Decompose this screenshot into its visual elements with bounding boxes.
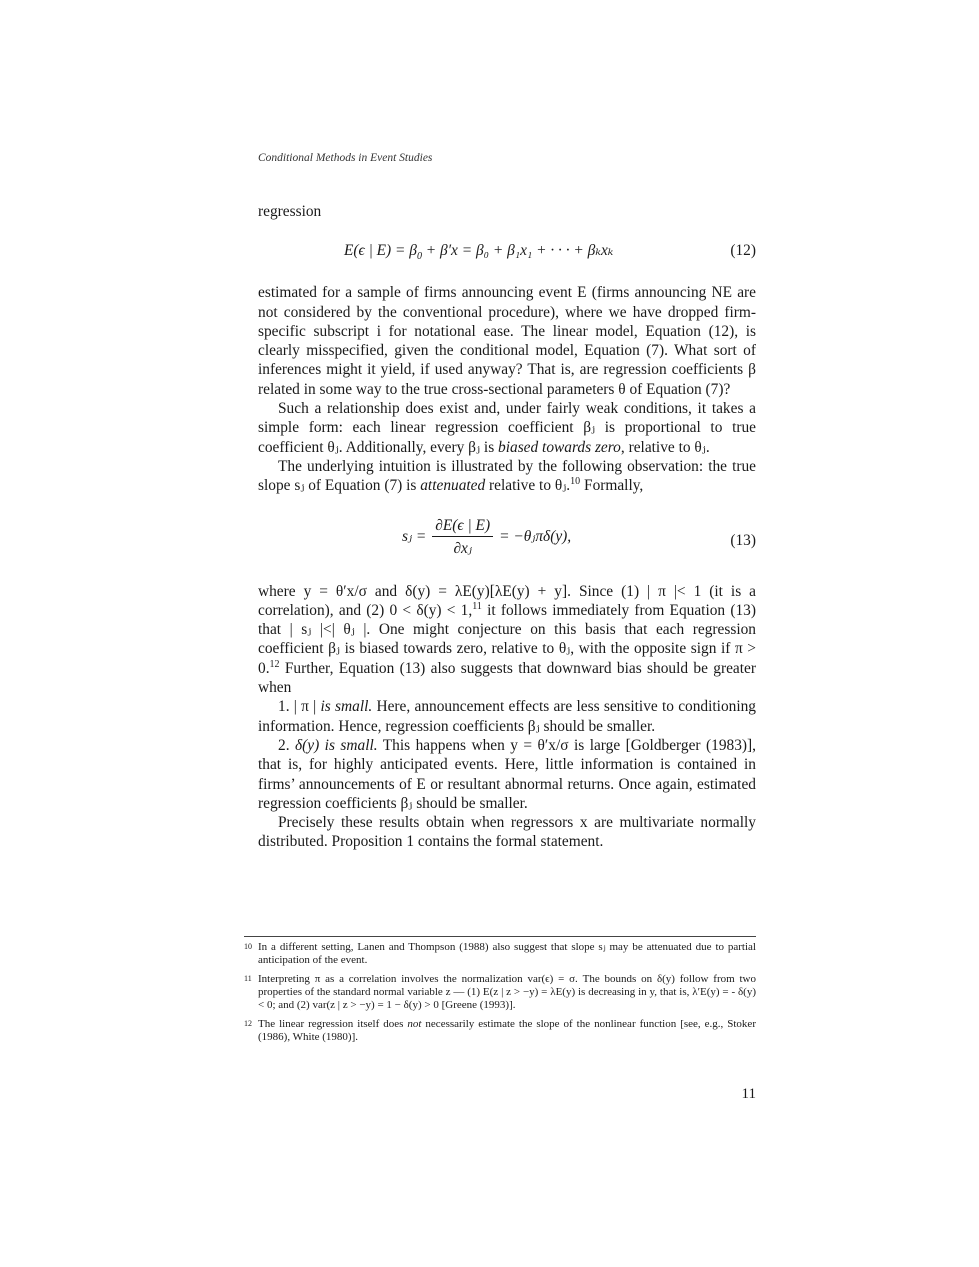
footnote-11: 11 Interpreting π as a correlation involves the normalization var(ϵ) = σ. The bounds on δ(y) follow from two properties of the standard normal variable z — (1) E(z | z > −y) = λE(y) is decreasing in y, that is, λ′E(y) = - δ(y) < 0; and (2) var(z | z > −y) = 1 − δ(y) > 0 [Greene (1993)]. <box>244 973 756 1011</box>
running-head: Conditional Methods in Event Studies <box>258 152 433 164</box>
footnote-ref-10: 10 <box>570 476 581 488</box>
lead-word: regression <box>258 203 322 220</box>
equation-13-number: (13) <box>730 531 756 549</box>
footnotes <box>244 936 756 1050</box>
paragraph-1: estimated for a sample of firms announcing event E (firms announcing NE are not considered by the conventional procedure), where we have dropped firm-specific subscript i for notational ease. The linear model, Equation (12), is clearly misspecified, given the conditional model, Equation (7). What sort of inferences might it yield, if used anyway? That is, are regression coefficients β related in some way to the true cross-sectional parameters θ of Equation (7)? <box>258 284 756 398</box>
equation-12-number: (12) <box>730 242 756 260</box>
body-text <box>258 202 756 852</box>
footnote-10: 10 In a different setting, Lanen and Thompson (1988) also suggest that slope sⱼ may be attenuated due to partial anticipation of the event. <box>244 941 756 966</box>
equation-12 <box>258 233 756 271</box>
footnote-12: 12 The linear regression itself does not necessarily estimate the slope of the nonlinear function [see, e.g., Stoker (1986), White (1980)]. <box>244 1018 756 1043</box>
paragraph-5: Precisely these results obtain when regressors x are multivariate normally distributed. Proposition 1 contains the formal statement. <box>258 814 756 851</box>
page-number: 11 <box>741 1086 756 1102</box>
footnote-ref-11: 11 <box>472 600 482 612</box>
equation-12-body: E(ϵ | $E) = \beta_0 + \beta'x = \beta_0 + \beta_1x_1$ + · · · + βₖxₖ <box>344 242 614 263</box>
list-item-1: 1. | π | is small. Here, announcement effects are less sensitive to conditioning information. Hence, regression coefficients βⱼ should be smaller. <box>258 698 757 735</box>
footnote-ref-12: 12 <box>269 658 280 670</box>
paragraph-2: Such a relationship does exist and, under fairly weak conditions, it takes a simple form: each linear regression coefficient βⱼ is proportional to true coefficient θⱼ. Additionally, every βⱼ is biased towards zero, relative to θⱼ. <box>258 400 756 456</box>
equation-13 <box>258 506 756 572</box>
paragraph-3: The underlying intuition is illustrated by the following observation: the true slope sⱼ of Equation (7) is attenuated relative to θⱼ.$^{10}$ Formally, <box>258 457 756 495</box>
equation-13-body: sⱼ = $\frac{\partial E(\epsilon | E)}{\text{∂xⱼ}}$ = −θⱼπδ(y), <box>402 516 572 557</box>
paragraph-4: where y = θ′x/σ and δ(y) = λE(y)[λE(y) + y]. Since (1) | π |< 1 (it is a correlation), and (2) 0 < δ(y) < 1,11 it follows immediately from Equation (13) that | sⱼ |<| θⱼ |. One might conjecture on this basis that each regression coefficient βⱼ is biased towards zero, relative to θⱼ, with the opposite sign if π > 0.12 Further, Equation (13) also suggests that downward bias should be greater when <box>258 582 756 697</box>
list-item-2: 2. δ(y) is small. This happens when y = θ′x/σ is large [Goldberger (1983)], that is, for highly anticipated events. Here, little information is contained in firms’ announcements of E or resultant abnormal returns. Once again, estimated regression coefficients βⱼ should be smaller. <box>258 736 757 812</box>
